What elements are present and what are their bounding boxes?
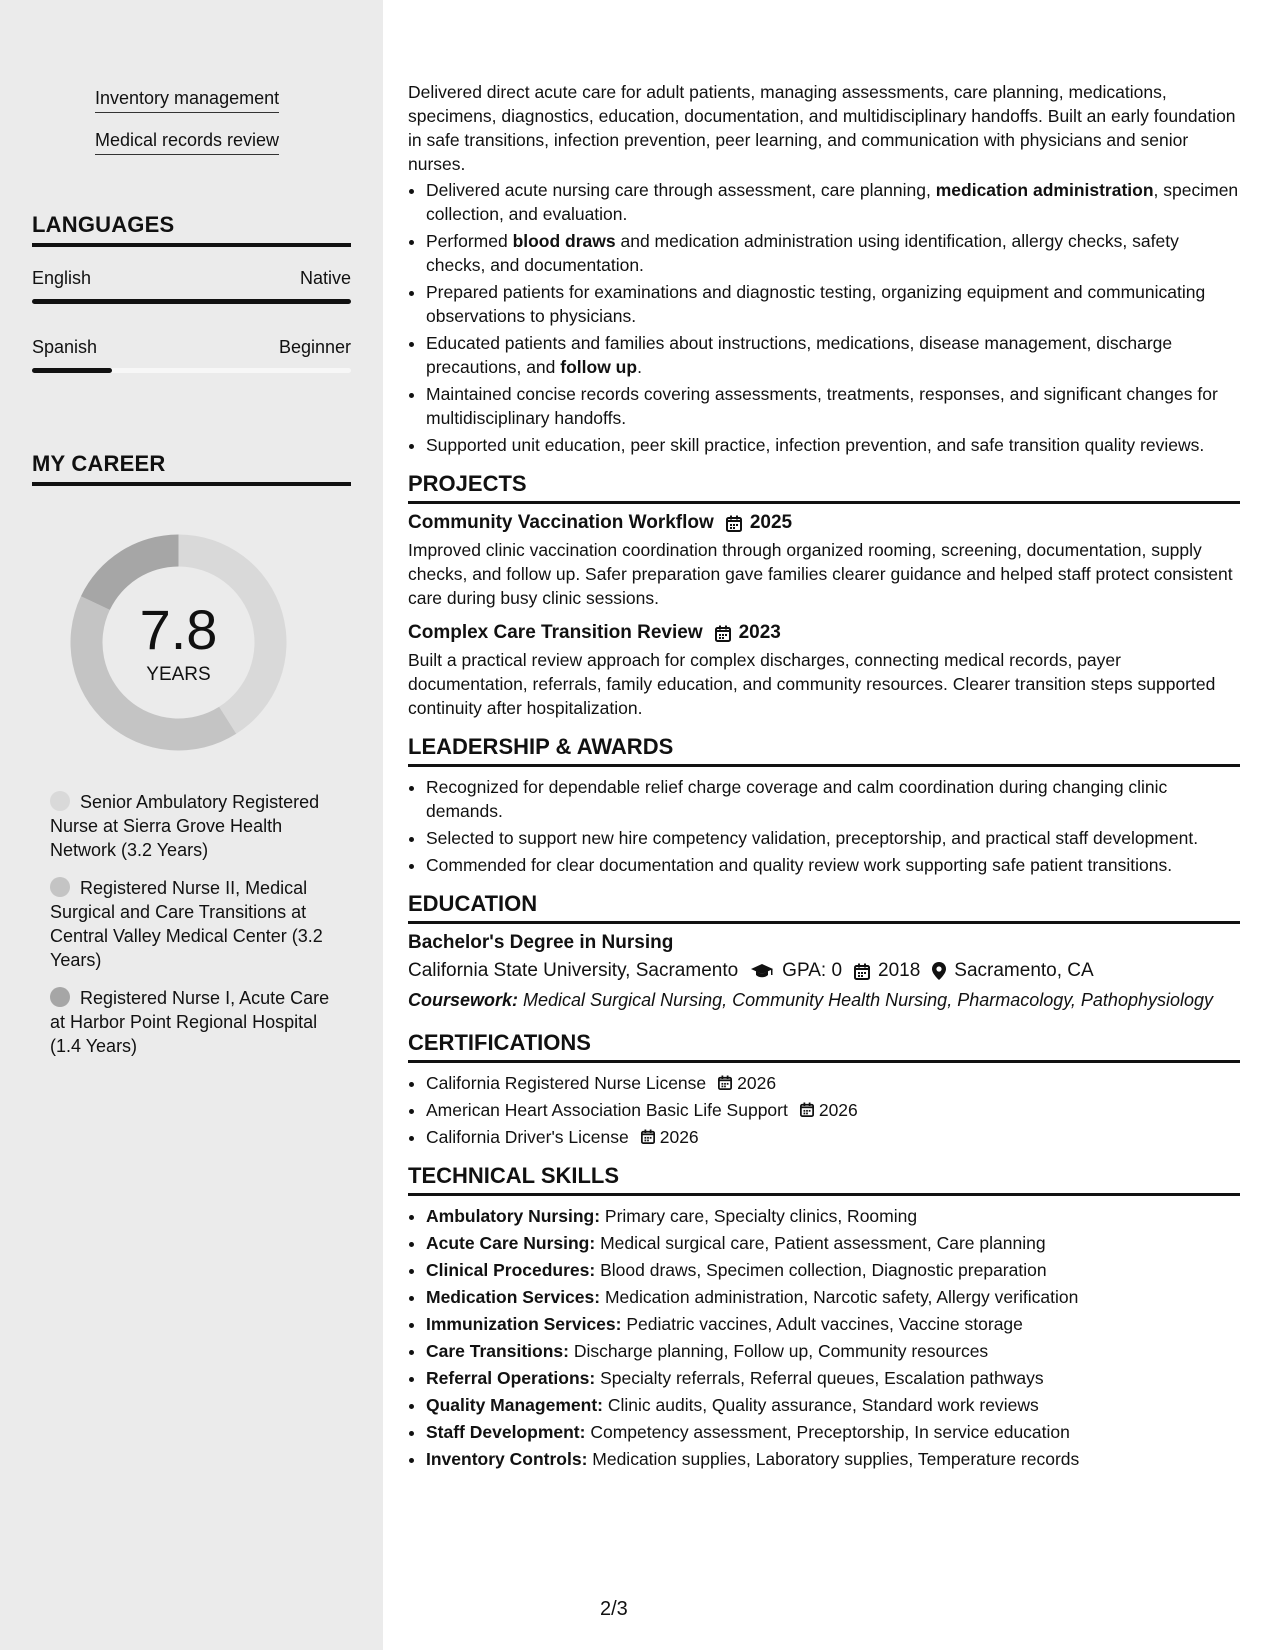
- career-dot: [50, 877, 70, 897]
- career-dot: [50, 987, 70, 1007]
- skills-list: [408, 1204, 1240, 1471]
- certification-item: [426, 1098, 1240, 1122]
- skill-values: Specialty referrals, Referral queues, Escalation pathways: [595, 1368, 1044, 1388]
- skill-values: Clinic audits, Quality assurance, Standard work reviews: [602, 1395, 1039, 1415]
- skill-values: Primary care, Specialty clinics, Rooming: [600, 1206, 918, 1226]
- skill-category: Medication Services:: [426, 1287, 601, 1307]
- coursework: [408, 988, 1240, 1012]
- gpa: GPA: 0: [782, 960, 843, 981]
- certification-item: [426, 1125, 1240, 1149]
- project-year: 2025: [749, 512, 793, 533]
- calendar-icon: [726, 515, 742, 532]
- career-heading: MY CAREER: [32, 451, 351, 486]
- page-number: 2/3: [600, 1598, 628, 1620]
- graduation-cap-icon: [750, 963, 774, 979]
- skill-item: [426, 1204, 1240, 1228]
- skills-heading: TECHNICAL SKILLS: [408, 1163, 1240, 1196]
- career-item: [50, 790, 340, 862]
- career-total-value: 7.8: [139, 598, 218, 661]
- experience-bullet: • Prepared patients for examinations and diagnostic testing, organizing equipment and communicating observations to physicians.: [426, 280, 1240, 328]
- skill-category: Clinical Procedures:: [426, 1260, 596, 1280]
- calendar-icon: [641, 1129, 655, 1144]
- experience-bullet: • Delivered acute nursing care through assessment, care planning, medication administration, specimen collection, and evaluation.: [426, 178, 1240, 226]
- skill-item: [426, 1285, 1240, 1309]
- certification-year: 2026: [737, 1073, 777, 1093]
- skill-item: [426, 1258, 1240, 1282]
- language-row-english: [32, 268, 351, 289]
- certification-year: 2026: [818, 1100, 858, 1120]
- bullet-keyword: medication administration: [935, 180, 1154, 200]
- skill-item: [426, 1420, 1240, 1444]
- language-bar-spanish: [32, 368, 351, 373]
- coursework-label: Coursework:: [408, 990, 519, 1010]
- leadership-item: • Selected to support new hire competency validation, preceptorship, and practical staff development.: [426, 826, 1240, 850]
- experience-bullet: • Performed blood draws and medication administration using identification, allergy checks, safety checks, and documentation.: [426, 229, 1240, 277]
- career-item-text: Registered Nurse I, Acute Care at Harbor Point Regional Hospital (1.4 Years): [50, 988, 330, 1056]
- certification-item: [426, 1071, 1240, 1095]
- certification-name: California Driver's License: [426, 1127, 629, 1147]
- project-title-text: Complex Care Transition Review: [408, 622, 703, 643]
- skill-item: [426, 1447, 1240, 1471]
- sidebar: [0, 0, 383, 1650]
- project-description: Built a practical review approach for complex discharges, connecting medical records, payer documentation, referrals, family education, and community resources. Clearer transition steps supported continuity after hospitalization.: [408, 650, 1216, 718]
- location-pin-icon: [932, 962, 946, 980]
- skill-values: Competency assessment, Preceptorship, In service education: [585, 1422, 1070, 1442]
- skill-values: Medication administration, Narcotic safety, Allergy verification: [600, 1287, 1079, 1307]
- experience-summary: Delivered direct acute care for adult patients, managing assessments, care planning, medications, specimens, diagnostics, education, documentation, and multidisciplinary handoffs. Built an early foundation in safe transitions, infection prevention, peer learning, and communication with physicians and senior nurses.: [408, 82, 1236, 174]
- languages-heading: LANGUAGES: [32, 212, 351, 247]
- skill-category: Inventory Controls:: [426, 1449, 588, 1469]
- skill-link-inventory[interactable]: Inventory management: [95, 88, 279, 113]
- experience-bullet: • Supported unit education, peer skill practice, infection prevention, and safe transition quality reviews.: [426, 433, 1240, 457]
- career-list: [50, 790, 340, 1072]
- certification-year: 2026: [659, 1127, 699, 1147]
- skill-item: [426, 1393, 1240, 1417]
- bullet-keyword: follow up: [560, 357, 638, 377]
- career-item-text: Registered Nurse II, Medical Surgical and Care Transitions at Central Valley Medical Center (3.2 Years): [50, 878, 323, 970]
- coursework-list: Medical Surgical Nursing, Community Health Nursing, Pharmacology, Pathophysiology: [518, 990, 1214, 1010]
- skill-category: Ambulatory Nursing:: [426, 1206, 601, 1226]
- degree-title: Bachelor's Degree in Nursing: [408, 932, 674, 953]
- language-bar-english: [32, 299, 351, 304]
- skill-link-medical-records[interactable]: Medical records review: [95, 130, 279, 155]
- calendar-icon: [715, 625, 731, 642]
- career-item-text: Senior Ambulatory Registered Nurse at Sierra Grove Health Network (3.2 Years): [50, 792, 320, 860]
- leadership-item: • Recognized for dependable relief charge coverage and calm coordination during changing clinic demands.: [426, 775, 1240, 823]
- skill-category: Quality Management:: [426, 1395, 603, 1415]
- project-title: [408, 512, 1240, 534]
- skill-values: Pediatric vaccines, Adult vaccines, Vaccine storage: [621, 1314, 1023, 1334]
- leadership-item: • Commended for clear documentation and quality review work supporting safe patient transitions.: [426, 853, 1240, 877]
- skill-values: Medication supplies, Laboratory supplies, Temperature records: [587, 1449, 1080, 1469]
- language-bar-fill: [32, 368, 112, 373]
- skill-item: [426, 1366, 1240, 1390]
- school-name: California State University, Sacramento: [408, 960, 739, 981]
- language-name: Spanish: [32, 337, 98, 357]
- certifications-list: [408, 1071, 1240, 1149]
- bullet-keyword: blood draws: [512, 231, 616, 251]
- skill-category: Staff Development:: [426, 1422, 586, 1442]
- language-row-spanish: [32, 337, 351, 358]
- language-name: English: [32, 268, 92, 288]
- language-level: Native: [299, 268, 351, 288]
- project-title-text: Community Vaccination Workflow: [408, 512, 714, 533]
- career-item: [50, 876, 340, 972]
- school-location: Sacramento, CA: [954, 960, 1094, 981]
- calendar-icon: [800, 1102, 814, 1117]
- certifications-heading: CERTIFICATIONS: [408, 1030, 1240, 1063]
- skill-category: Immunization Services:: [426, 1314, 622, 1334]
- calendar-icon: [718, 1075, 732, 1090]
- skill-category: Referral Operations:: [426, 1368, 596, 1388]
- skill-item: [426, 1312, 1240, 1336]
- skill-links: [95, 88, 279, 172]
- experience-bullet: • Maintained concise records covering assessments, treatments, responses, and significant changes for multidisciplinary handoffs.: [426, 382, 1240, 430]
- skill-item: [426, 1339, 1240, 1363]
- career-dot: [50, 791, 70, 811]
- certification-name: American Heart Association Basic Life Support: [426, 1100, 788, 1120]
- skill-category: Acute Care Nursing:: [426, 1233, 596, 1253]
- language-bar-fill: [32, 299, 351, 304]
- skill-category: Care Transitions:: [426, 1341, 569, 1361]
- leadership-heading: LEADERSHIP & AWARDS: [408, 734, 1240, 767]
- education-heading: EDUCATION: [408, 891, 1240, 924]
- language-level: Beginner: [278, 337, 351, 357]
- experience-bullets: [408, 178, 1240, 457]
- leadership-list: [408, 775, 1240, 877]
- skill-values: Medical surgical care, Patient assessment, Care planning: [595, 1233, 1046, 1253]
- projects-heading: PROJECTS: [408, 471, 1240, 504]
- calendar-icon: [854, 963, 870, 980]
- certification-name: California Registered Nurse License: [426, 1073, 707, 1093]
- project-title: [408, 622, 1240, 644]
- career-total-unit: YEARS: [146, 664, 211, 685]
- career-item: [50, 986, 340, 1058]
- skill-values: Blood draws, Specimen collection, Diagnostic preparation: [595, 1260, 1047, 1280]
- main-content: [408, 80, 1240, 1474]
- project-description: Improved clinic vaccination coordination through organized rooming, screening, documentation, supply checks, and follow up. Safer preparation gave families clearer guidance and helped staff protect consistent care during busy clinic sessions.: [408, 540, 1233, 608]
- graduation-year: 2018: [878, 960, 921, 981]
- experience-bullet: • Educated patients and families about instructions, medications, disease management, discharge precautions, and follow up.: [426, 331, 1240, 379]
- education-details: [408, 960, 1240, 982]
- skill-item: [426, 1231, 1240, 1255]
- project-year: 2023: [738, 622, 781, 643]
- skill-values: Discharge planning, Follow up, Community resources: [568, 1341, 989, 1361]
